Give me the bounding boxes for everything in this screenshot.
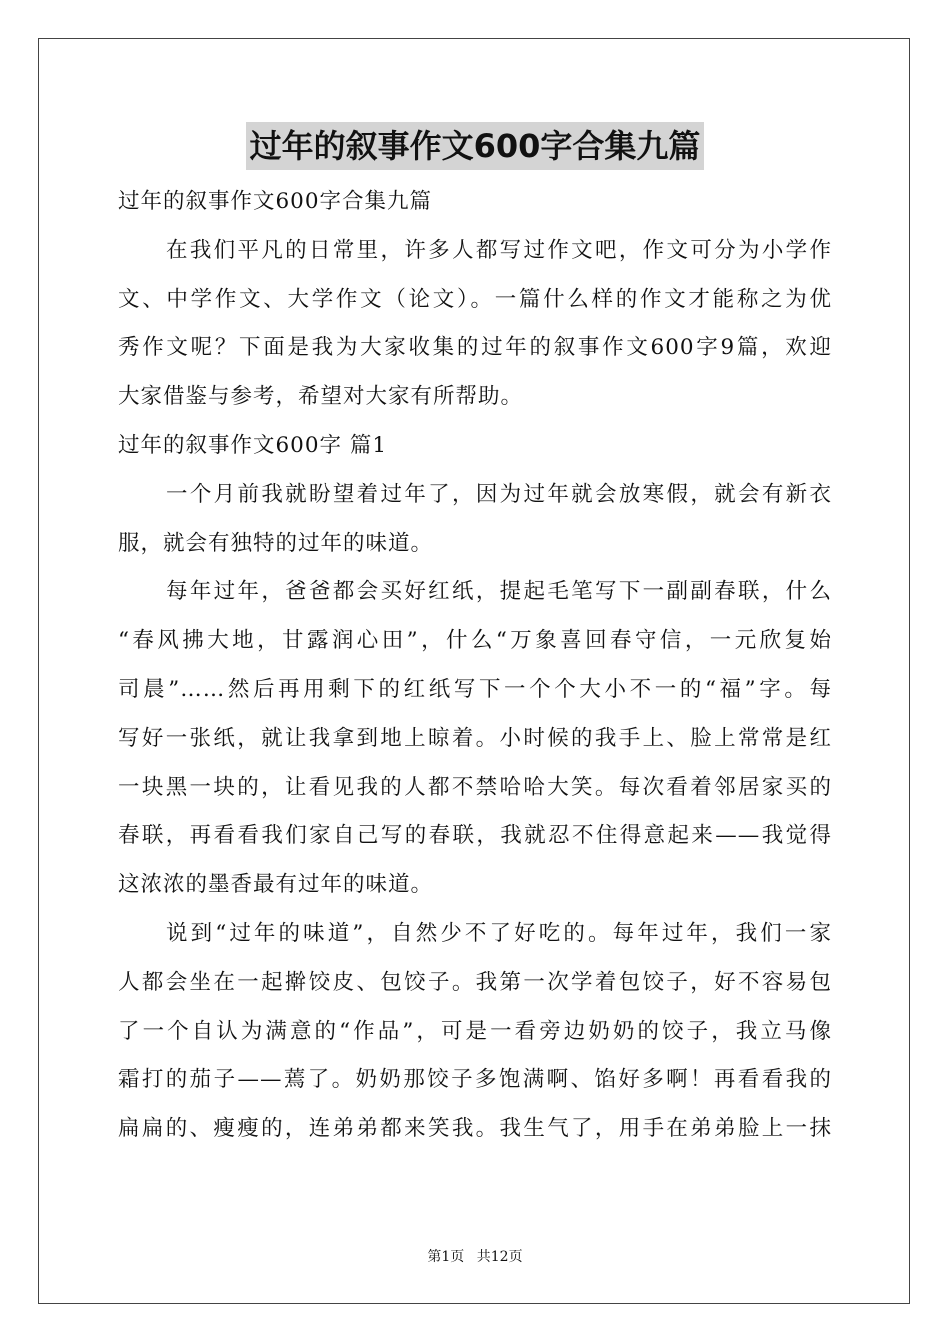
- text-line: 春联，再看看我们家自己写的春联，我就忍不住得意起来——我觉得: [118, 823, 832, 849]
- document-title: 过年的叙事作文600字合集九篇: [246, 122, 705, 170]
- text-line: 在我们平凡的日常里，许多人都写过作文吧，作文可分为小学作: [166, 237, 832, 263]
- text-line: “春风拂大地，甘露润心田”，什么“万象喜回春守信，一元欣复始: [118, 628, 832, 654]
- text-line: 服，就会有独特的过年的味道。: [118, 530, 434, 556]
- text-line: 一个月前我就盼望着过年了，因为过年就会放寒假，就会有新衣: [166, 481, 832, 507]
- text-line: 过年的叙事作文600字 篇1: [118, 432, 388, 458]
- text-line: 人都会坐在一起擀饺皮、包饺子。我第一次学着包饺子，好不容易包: [118, 969, 832, 995]
- text-line: 写好一张纸，就让我拿到地上晾着。小时候的我手上、脸上常常是红: [118, 725, 832, 751]
- text-line: 每年过年，爸爸都会买好红纸，提起毛笔写下一副副春联，什么: [166, 579, 832, 605]
- page-number: 第1页: [427, 1249, 465, 1265]
- text-line: 说到“过年的味道”，自然少不了好吃的。每年过年，我们一家: [166, 920, 832, 946]
- document-body: [118, 178, 832, 1154]
- text-line: 霜打的茄子——蔫了。奶奶那饺子多饱满啊、馅好多啊！再看看我的: [118, 1067, 832, 1093]
- page-footer: [0, 1247, 950, 1267]
- text-line: 这浓浓的墨香最有过年的味道。: [118, 872, 434, 898]
- page-total: 共12页: [476, 1249, 523, 1265]
- text-line: 大家借鉴与参考，希望对大家有所帮助。: [118, 384, 524, 410]
- text-line: 秀作文呢？下面是我为大家收集的过年的叙事作文600字9篇，欢迎: [118, 335, 832, 361]
- text-line: 文、中学作文、大学作文（论文）。一篇什么样的作文才能称之为优: [118, 286, 832, 312]
- text-line: 一块黑一块的，让看见我的人都不禁哈哈大笑。每次看着邻居家买的: [118, 774, 832, 800]
- title-container: [0, 122, 950, 170]
- text-line: 扁扁的、瘦瘦的，连弟弟都来笑我。我生气了，用手在弟弟脸上一抹: [118, 1116, 832, 1142]
- text-line: 过年的叙事作文600字合集九篇: [118, 189, 433, 214]
- text-line: 了一个自认为满意的“作品”，可是一看旁边奶奶的饺子，我立马像: [118, 1018, 832, 1044]
- text-line: 司晨”……然后再用剩下的红纸写下一个个大小不一的“福”字。每: [118, 676, 832, 702]
